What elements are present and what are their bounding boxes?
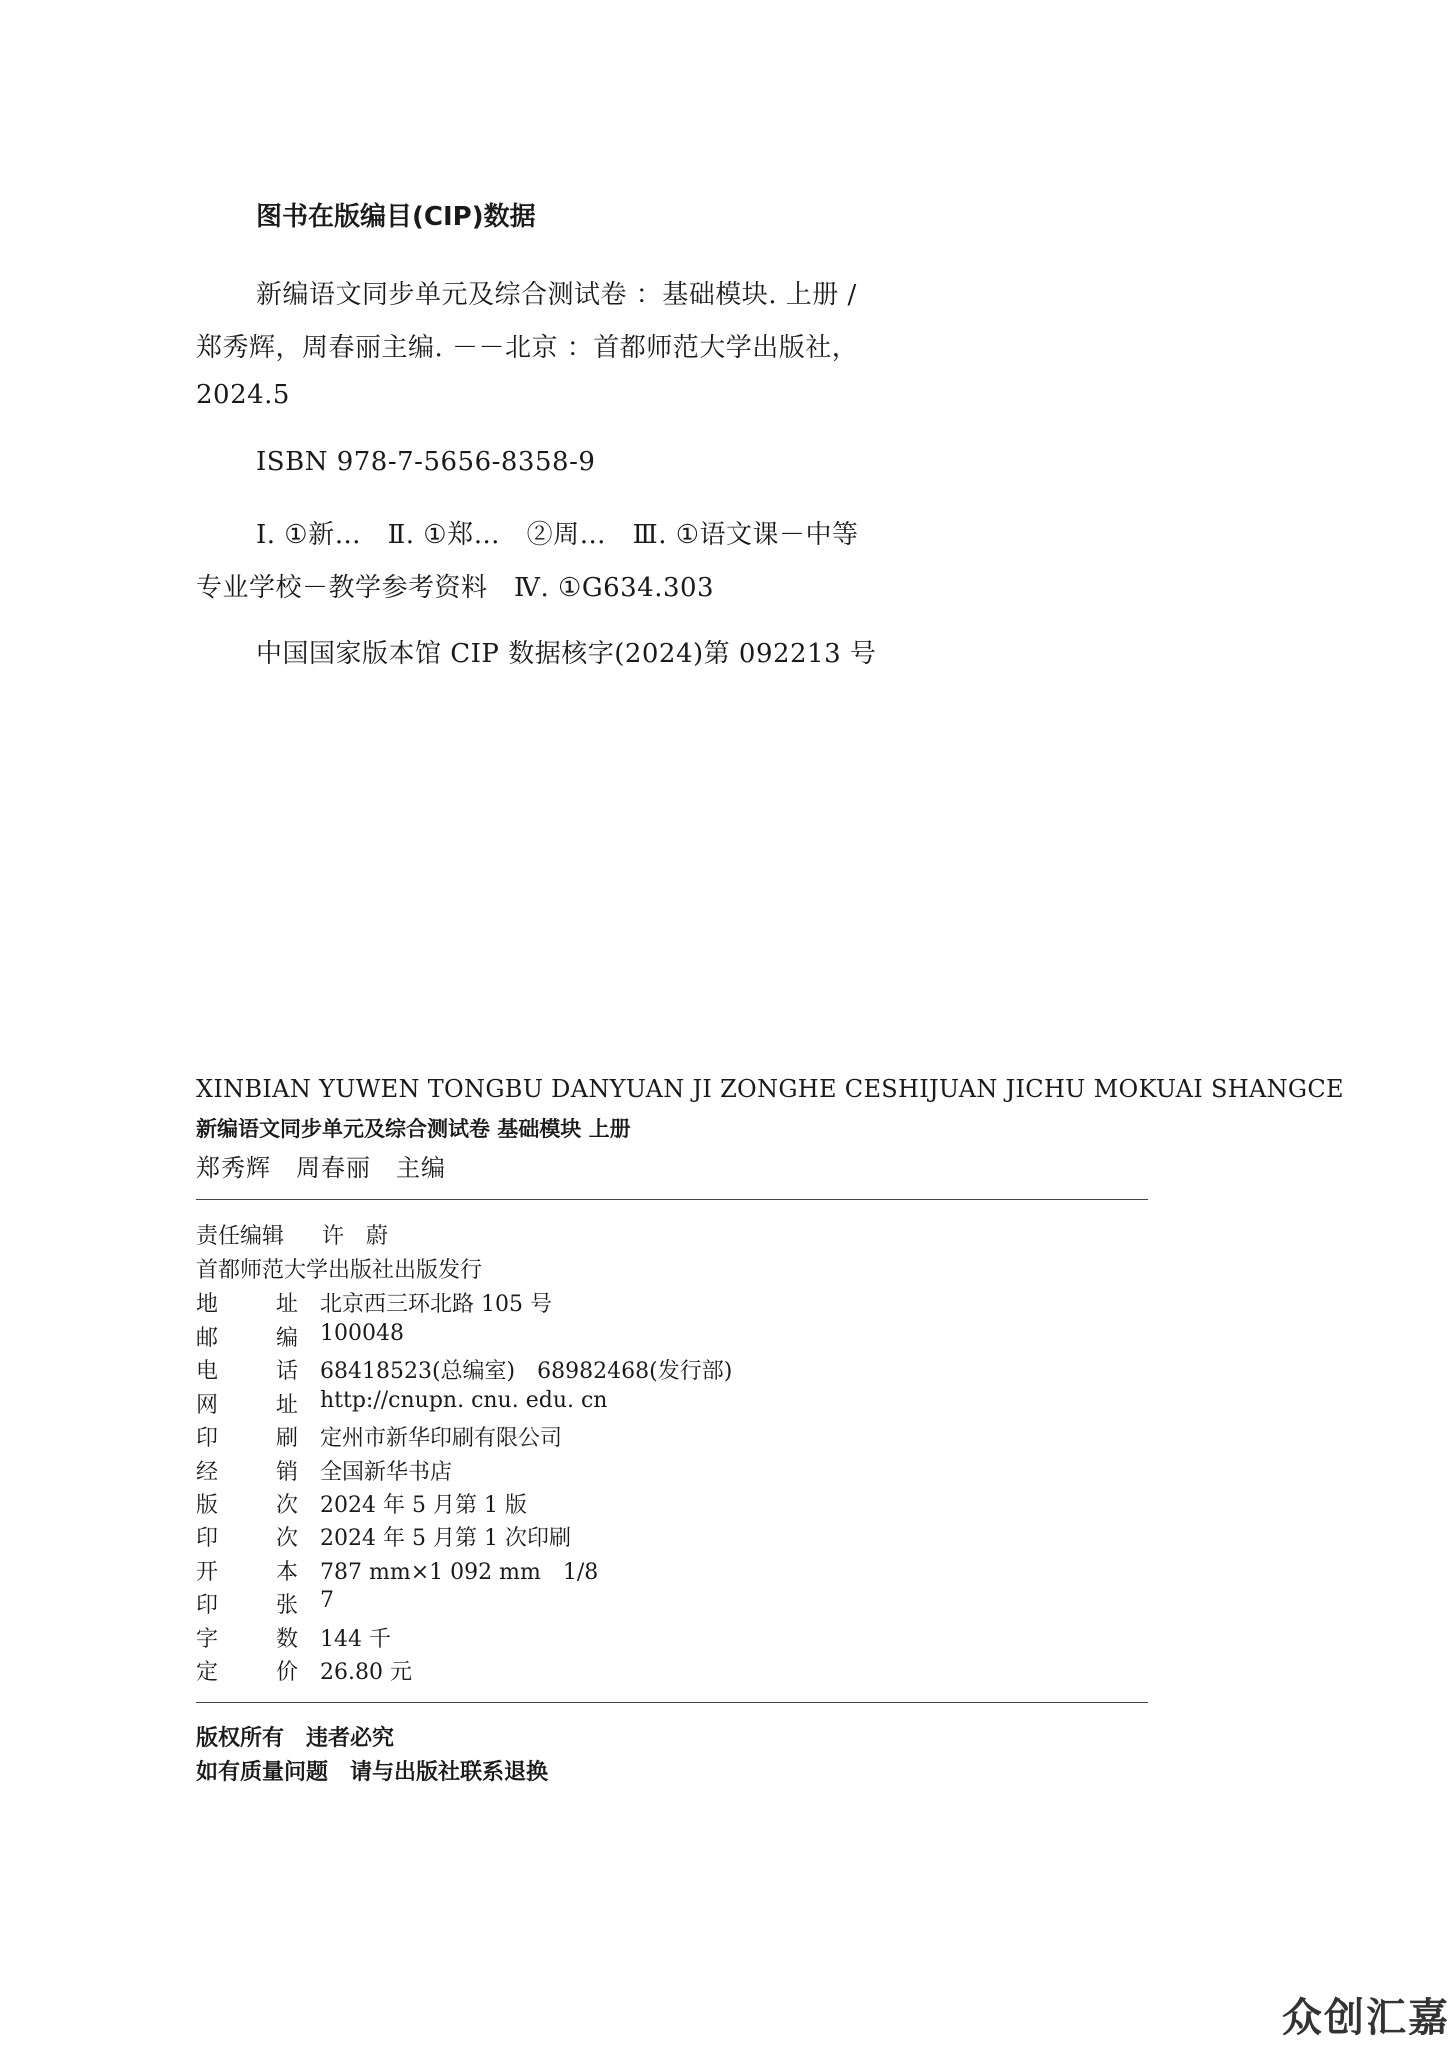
editors-credit: 郑秀辉 周春丽 主编 — [196, 1154, 446, 1182]
row-value: 787 mm×1 092 mm 1/8 — [320, 1560, 599, 1585]
row-label-char: 印 — [196, 1526, 219, 1551]
row-label-char: 字 — [196, 1627, 219, 1652]
row-label-char: 址 — [276, 1292, 299, 1317]
row-label-char: 印 — [196, 1426, 219, 1451]
row-label-char: 网 — [196, 1393, 219, 1418]
watermark-logo: 众创汇嘉 — [1282, 1995, 1450, 2041]
row-value: 定州市新华印刷有限公司 — [320, 1426, 563, 1451]
row-label-char: 本 — [276, 1560, 299, 1585]
cip-date-line: 2024.5 — [196, 380, 290, 410]
row-value: 144 千 — [320, 1627, 391, 1652]
row-label-char: 地 — [196, 1292, 219, 1317]
cip-classification-line-2: 专业学校－教学参考资料 Ⅳ. ①G634.303 — [196, 573, 715, 603]
cip-isbn: ISBN 978-7-5656-8358-9 — [256, 447, 596, 477]
cip-classification-line: Ⅰ. ①新… Ⅱ. ①郑… ②周… Ⅲ. ①语文课－中等 — [256, 520, 859, 550]
row-value: 2024 年 5 月第 1 次印刷 — [320, 1526, 571, 1551]
publisher-text: 首都师范大学出版社出版发行 — [196, 1258, 483, 1283]
responsible-editor-label: 责任编辑 — [196, 1224, 285, 1249]
row-label-char: 电 — [196, 1359, 219, 1384]
row-label-char: 开 — [196, 1560, 219, 1585]
row-value: 2024 年 5 月第 1 版 — [320, 1493, 527, 1518]
cip-heading: 图书在版编目(CIP)数据 — [256, 202, 536, 232]
row-value: 100048 — [320, 1321, 404, 1346]
copyright-notice: 版权所有 违者必究 — [196, 1726, 395, 1751]
row-label-char: 次 — [276, 1493, 299, 1518]
row-label-char: 张 — [276, 1593, 299, 1618]
row-value: 全国新华书店 — [320, 1460, 453, 1485]
row-value: 7 — [320, 1588, 334, 1613]
row-label-char: 话 — [276, 1359, 299, 1384]
pinyin-title: XINBIAN YUWEN TONGBU DANYUAN JI ZONGHE CESHIJUAN JICHU MOKUAI SHANGCE — [196, 1075, 1344, 1103]
row-label-char: 经 — [196, 1460, 219, 1485]
row-label-char: 址 — [276, 1393, 299, 1418]
top-divider — [196, 1199, 1148, 1200]
row-label-char: 定 — [196, 1660, 219, 1685]
row-label-char: 数 — [276, 1627, 299, 1652]
row-label-char: 次 — [276, 1526, 299, 1551]
row-label-char: 编 — [276, 1326, 299, 1351]
row-label-char: 印 — [196, 1593, 219, 1618]
row-value: 北京西三环北路 105 号 — [320, 1292, 552, 1317]
bottom-divider — [196, 1702, 1148, 1703]
cip-editors-line: 郑秀辉，周春丽主编. －－北京 ：首都师范大学出版社， — [196, 333, 859, 363]
row-label-char: 邮 — [196, 1326, 219, 1351]
book-title: 新编语文同步单元及综合测试卷 基础模块 上册 — [196, 1117, 631, 1141]
row-label-char: 销 — [276, 1460, 299, 1485]
row-value: http://cnupn. cnu. edu. cn — [320, 1388, 608, 1413]
responsible-editor-value: 许 蔚 — [322, 1224, 389, 1249]
cip-record-number: 中国国家版本馆 CIP 数据核字(2024)第 092213 号 — [256, 639, 877, 669]
cip-title-line: 新编语文同步单元及综合测试卷 ：基础模块. 上册 / — [256, 280, 857, 310]
row-label-char: 价 — [276, 1660, 299, 1685]
row-label-char: 刷 — [276, 1426, 299, 1451]
quality-notice: 如有质量问题 请与出版社联系退换 — [196, 1760, 549, 1785]
row-label-char: 版 — [196, 1493, 219, 1518]
row-value: 68418523(总编室) 68982468(发行部) — [320, 1359, 733, 1384]
row-value: 26.80 元 — [320, 1660, 412, 1685]
